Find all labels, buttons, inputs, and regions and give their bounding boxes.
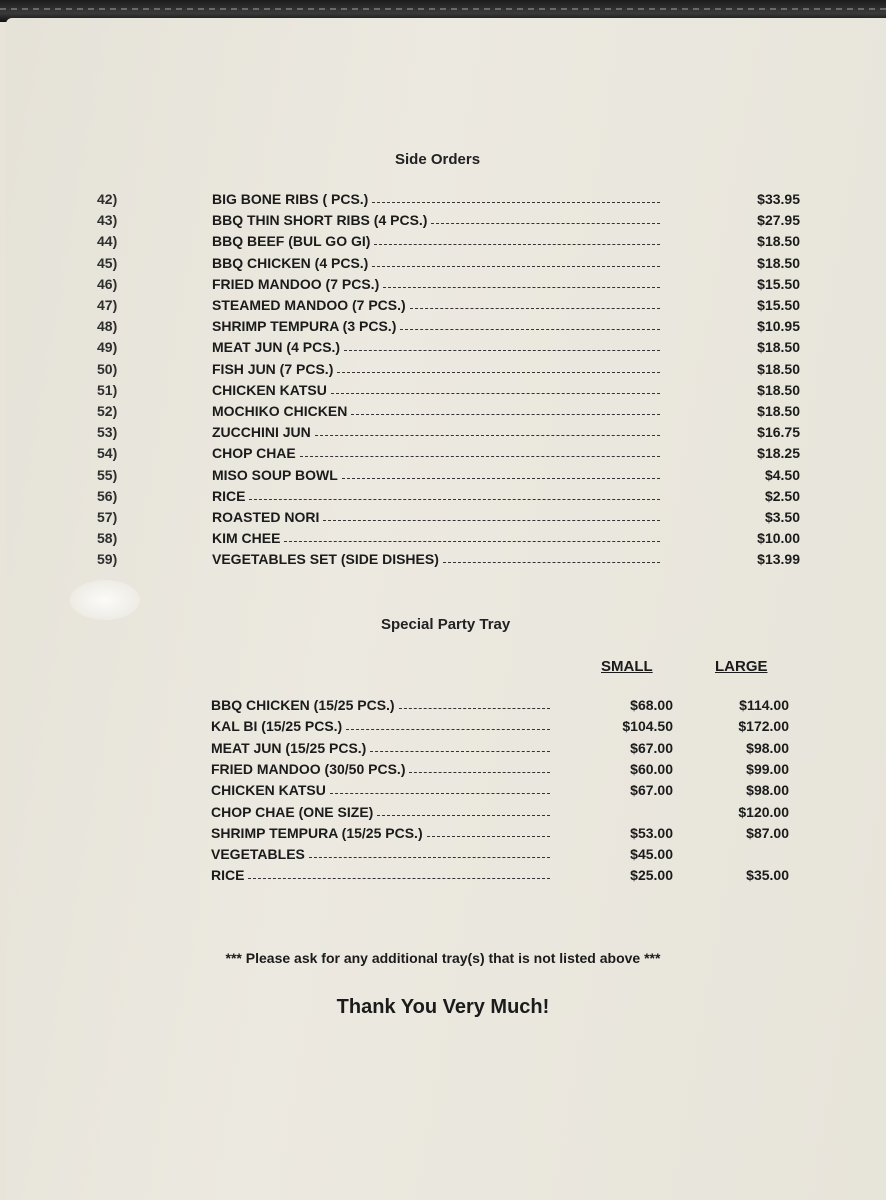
item-price: $13.99 (757, 551, 800, 568)
item-price: $16.75 (757, 424, 800, 441)
dotted-leader (443, 562, 660, 564)
item-number: 45) (97, 254, 118, 271)
tray-item-name: VEGETABLES (211, 846, 305, 863)
side-order-row (0, 233, 886, 254)
item-name: VEGETABLES SET (SIDE DISHES) (212, 551, 439, 568)
item-name: ROASTED NORI (212, 509, 320, 525)
party-tray-row (0, 718, 886, 739)
tray-item-name: CHOP CHAE (ONE SIZE) (211, 803, 374, 820)
item-number: 48) (97, 318, 118, 335)
party-tray-row (0, 740, 886, 761)
small-price: $68.00 (630, 697, 673, 713)
side-order-row (0, 255, 886, 276)
dotted-leader (372, 202, 660, 204)
item-number: 57) (97, 509, 118, 525)
small-column-header: SMALL (601, 658, 653, 675)
side-order-row (0, 339, 886, 360)
item-name: FRIED MANDOO (7 PCS.) (212, 275, 380, 292)
item-name: CHOP CHAE (212, 445, 296, 462)
item-name: FISH JUN (7 PCS.) (212, 360, 334, 377)
small-price: $104.50 (622, 718, 673, 735)
small-price: $45.00 (630, 846, 673, 863)
dotted-leader (374, 244, 660, 246)
party-tray-title: Special Party Tray (381, 616, 511, 633)
dotted-leader (337, 372, 660, 374)
side-order-row (0, 509, 886, 530)
small-price: $25.00 (630, 867, 673, 884)
side-order-row (0, 551, 886, 572)
item-price: $18.50 (757, 360, 800, 377)
tray-item-name: MEAT JUN (15/25 PCS.) (211, 739, 367, 756)
small-price: $67.00 (630, 739, 673, 756)
dotted-leader (351, 414, 660, 416)
tray-item-name: KAL BI (15/25 PCS.) (211, 718, 343, 735)
dotted-leader (399, 708, 550, 710)
light-glare (70, 580, 140, 620)
item-name: STEAMED MANDOO (7 PCS.) (212, 297, 406, 313)
dotted-leader (410, 308, 660, 310)
dotted-leader (427, 836, 550, 838)
item-price: $33.95 (757, 191, 800, 207)
small-price: $60.00 (630, 760, 673, 777)
item-number: 44) (97, 233, 118, 250)
dotted-leader (383, 287, 660, 289)
large-column-header: LARGE (715, 658, 768, 675)
thank-you-message: Thank You Very Much! (336, 996, 550, 1018)
item-price: $4.50 (764, 466, 800, 483)
tray-item-name: RICE (211, 867, 245, 884)
side-order-row (0, 191, 886, 212)
item-price: $15.50 (757, 297, 800, 313)
item-number: 56) (97, 487, 118, 504)
item-number: 50) (97, 360, 118, 377)
dotted-leader (370, 751, 550, 753)
side-order-row (0, 297, 886, 318)
party-tray-row (0, 782, 886, 803)
side-order-row (0, 530, 886, 551)
item-price: $18.50 (757, 381, 800, 398)
large-price: $99.00 (746, 760, 789, 777)
dotted-leader (249, 499, 660, 501)
item-number: 52) (97, 403, 118, 419)
dotted-leader (344, 350, 660, 352)
party-tray-row (0, 697, 886, 718)
small-price: $67.00 (630, 782, 673, 799)
tray-item-name: SHRIMP TEMPURA (15/25 PCS.) (211, 824, 423, 841)
item-number: 42) (97, 191, 118, 207)
large-price: $98.00 (746, 739, 789, 756)
item-name: BBQ THIN SHORT RIBS (4 PCS.) (212, 212, 428, 229)
tray-item-name: BBQ CHICKEN (15/25 PCS.) (211, 697, 395, 713)
item-price: $18.50 (757, 233, 800, 250)
item-number: 46) (97, 275, 118, 292)
dotted-leader (331, 393, 660, 395)
item-number: 54) (97, 445, 118, 462)
small-price: $53.00 (630, 824, 673, 841)
item-number: 43) (97, 212, 118, 229)
dotted-leader (330, 793, 550, 795)
item-name: KIM CHEE (212, 530, 281, 547)
additional-tray-note: *** Please ask for any additional tray(s) that is not listed above *** (225, 950, 661, 966)
large-price: $98.00 (746, 782, 789, 799)
side-order-row (0, 445, 886, 466)
party-tray-row (0, 825, 886, 846)
item-price: $3.50 (764, 509, 800, 525)
item-price: $18.25 (757, 445, 800, 462)
item-number: 55) (97, 466, 118, 483)
side-order-row (0, 382, 886, 403)
item-name: MISO SOUP BOWL (212, 466, 338, 483)
dotted-leader (309, 857, 550, 859)
item-number: 51) (97, 381, 118, 398)
large-price: $114.00 (739, 697, 789, 713)
item-price: $27.95 (757, 212, 800, 229)
side-order-row (0, 488, 886, 509)
side-order-row (0, 467, 886, 488)
item-number: 47) (97, 297, 118, 313)
dotted-leader (342, 478, 660, 480)
dotted-leader (431, 223, 660, 225)
dotted-leader (409, 772, 550, 774)
item-name: CHICKEN KATSU (212, 381, 327, 398)
item-price: $18.50 (757, 339, 800, 356)
item-name: BBQ BEEF (BUL GO GI) (212, 233, 371, 250)
party-tray-row (0, 761, 886, 782)
item-price: $2.50 (764, 487, 800, 504)
side-order-row (0, 318, 886, 339)
dotted-leader (315, 435, 660, 437)
party-tray-row (0, 846, 886, 867)
tray-item-name: FRIED MANDOO (30/50 PCS.) (211, 760, 406, 777)
dotted-leader (372, 266, 660, 268)
item-name: BIG BONE RIBS ( PCS.) (212, 191, 369, 207)
item-name: SHRIMP TEMPURA (3 PCS.) (212, 318, 397, 335)
item-name: BBQ CHICKEN (4 PCS.) (212, 254, 369, 271)
side-order-row (0, 361, 886, 382)
dotted-leader (400, 329, 660, 331)
item-price: $10.95 (757, 318, 800, 335)
item-number: 49) (97, 339, 118, 356)
dotted-leader (284, 541, 660, 543)
item-price: $18.50 (757, 403, 800, 419)
dotted-leader (346, 729, 550, 731)
item-price: $18.50 (757, 254, 800, 271)
item-name: MEAT JUN (4 PCS.) (212, 339, 341, 356)
dotted-leader (248, 878, 550, 880)
item-name: MOCHIKO CHICKEN (212, 403, 348, 419)
large-price: $87.00 (746, 824, 789, 841)
large-price: $35.00 (746, 867, 789, 884)
large-price: $120.00 (738, 803, 789, 820)
side-order-row (0, 424, 886, 445)
item-number: 59) (97, 551, 118, 568)
item-number: 53) (97, 424, 118, 441)
party-tray-row (0, 804, 886, 825)
dotted-leader (323, 520, 660, 522)
item-name: ZUCCHINI JUN (212, 424, 311, 441)
dotted-leader (377, 815, 550, 817)
item-price: $10.00 (757, 530, 800, 547)
dotted-leader (300, 456, 660, 458)
item-name: RICE (212, 487, 246, 504)
side-orders-title: Side Orders (395, 151, 481, 168)
item-price: $15.50 (757, 275, 800, 292)
large-price: $172.00 (738, 718, 789, 735)
tray-item-name: CHICKEN KATSU (211, 782, 326, 799)
side-order-row (0, 212, 886, 233)
item-number: 58) (97, 530, 118, 547)
party-tray-row (0, 867, 886, 888)
side-order-row (0, 403, 886, 424)
side-order-row (0, 276, 886, 297)
